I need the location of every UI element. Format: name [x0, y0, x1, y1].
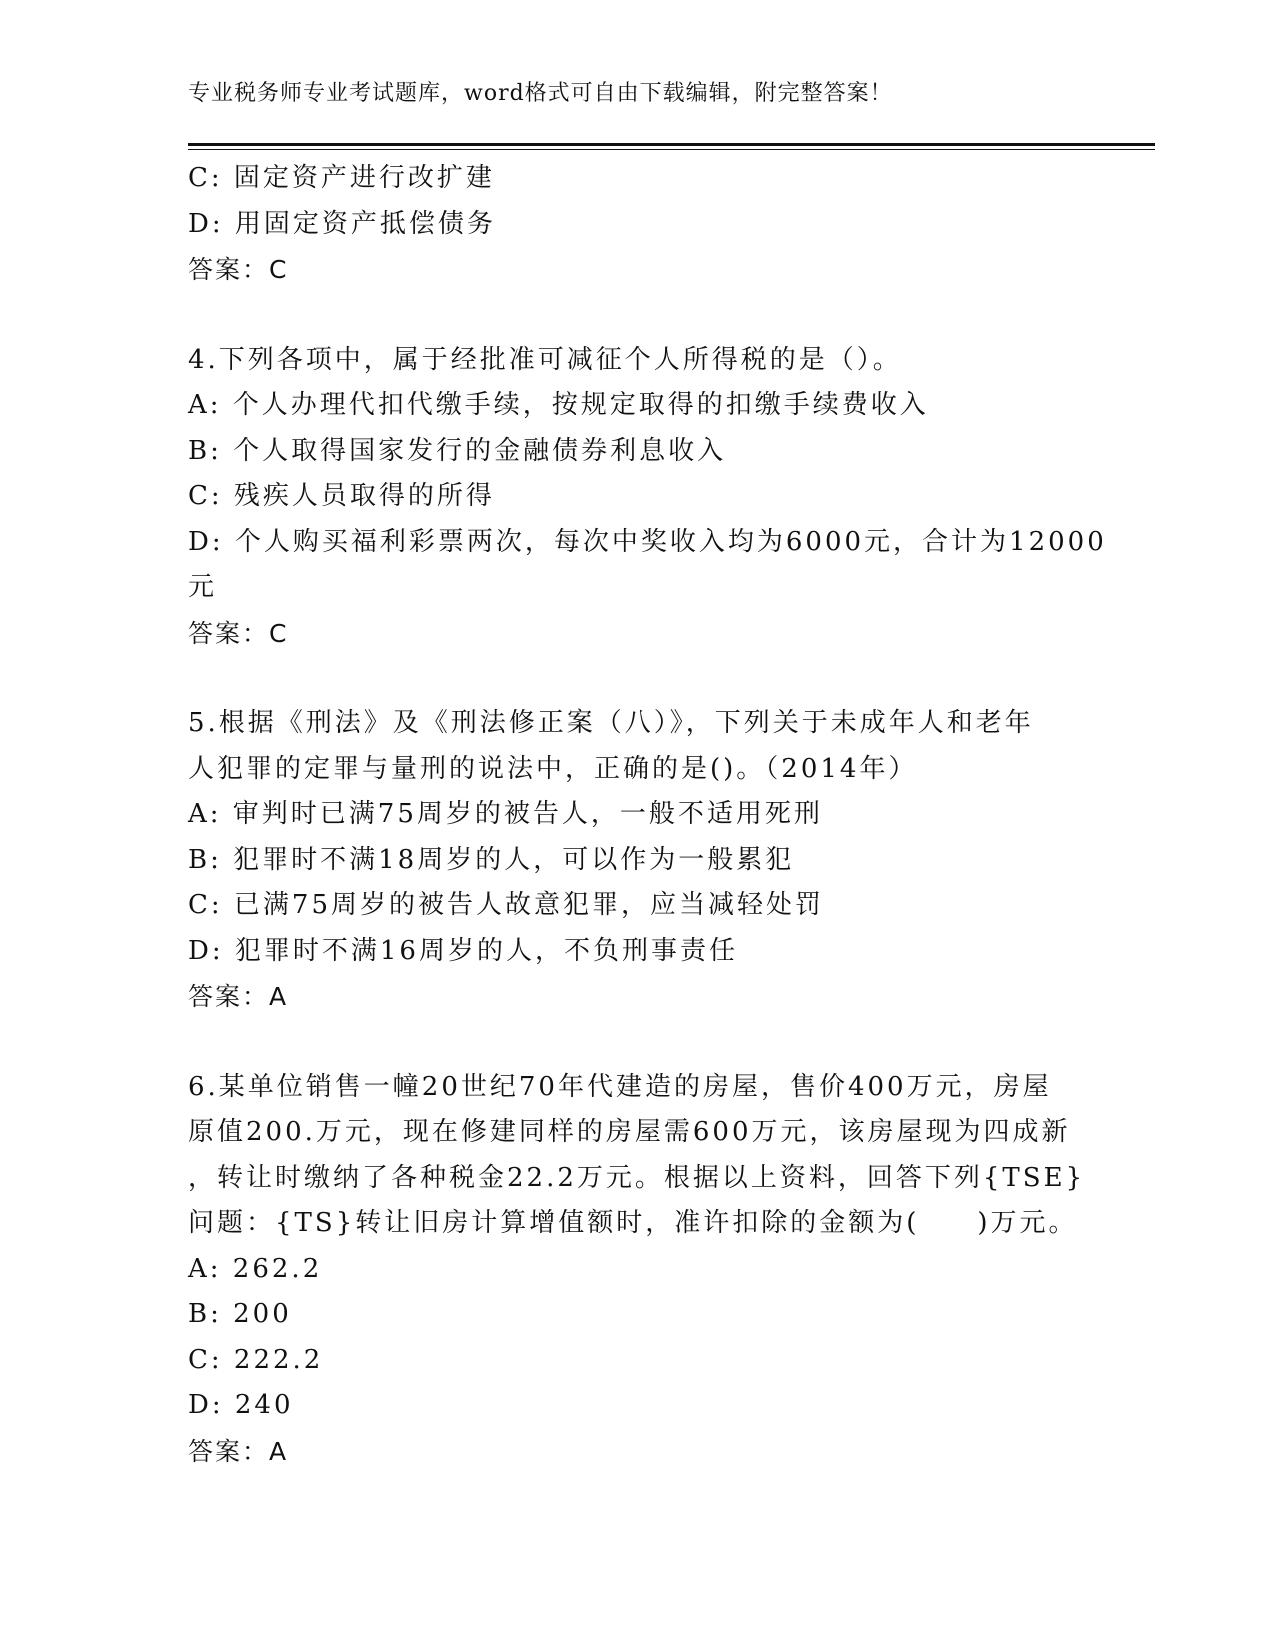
option-b: B: 犯罪时不满18周岁的人，可以作为一般累犯 [188, 844, 795, 875]
spacer [188, 293, 1088, 338]
question-stem-continued: 原值200.万元，现在修建同样的房屋需600万元，该房屋现为四成新 [188, 1117, 1071, 1147]
spacer [188, 1020, 1088, 1065]
option-d: D: 用固定资产抵偿债务 [188, 208, 496, 239]
question-stem-continued: 问题：{TS}转让旧房计算增值额时，准许扣除的金额为( )万元。 [188, 1208, 1078, 1238]
header-divider-thin [188, 149, 1155, 150]
header-divider-thick [188, 143, 1155, 146]
option-c: C: 已满75周岁的被告人故意犯罪，应当减轻处罚 [188, 890, 825, 920]
question-stem: 6.某单位销售一幢20世纪70年代建造的房屋，售价400万元，房屋 [188, 1071, 1052, 1102]
question-stem-continued: ，转让时缴纳了各种税金22.2万元。根据以上资料，回答下列{TSE} [188, 1162, 1086, 1193]
option-a: A: 审判时已满75周岁的被告人，一般不适用死刑 [188, 799, 823, 829]
question-stem: 5.根据《刑法》及《刑法修正案（八）》，下列关于未成年人和老年 [188, 708, 1034, 738]
question-4 [188, 338, 1107, 657]
option-d: D: 240 [188, 1390, 294, 1420]
answer: 答案：A [188, 1436, 289, 1466]
question-6 [188, 1065, 1088, 1475]
option-b: B: 个人取得国家发行的金融债券利息收入 [188, 435, 727, 466]
page-header: 专业税务师专业考试题库，word格式可自由下载编辑，附完整答案！ [188, 81, 893, 106]
option-a: A: 个人办理代扣代缴手续，按规定取得的扣缴手续费收入 [188, 390, 929, 420]
question-5 [188, 701, 1088, 1020]
option-d: D: 犯罪时不满16周岁的人，不负刑事责任 [188, 935, 738, 966]
answer: 答案：A [188, 982, 289, 1011]
option-c: C: 固定资产进行改扩建 [188, 163, 495, 193]
option-c: C: 222.2 [188, 1344, 324, 1375]
question-stem: 4.下列各项中，属于经批准可减征个人所得税的是（）。 [188, 344, 902, 375]
option-d: D: 个人购买福利彩票两次，每次中奖收入均为6000元，合计为12000 [188, 526, 1107, 557]
option-c: C: 残疾人员取得的所得 [188, 481, 495, 511]
answer: 答案：C [188, 618, 289, 648]
question-stem-continued: 人犯罪的定罪与量刑的说法中，正确的是()。（2014年） [188, 753, 918, 784]
question-3-tail [188, 156, 1088, 293]
option-b: B: 200 [188, 1299, 292, 1329]
option-d-continued: 元 [188, 572, 218, 602]
option-a: A: 262.2 [188, 1253, 323, 1284]
question-list [188, 156, 1107, 1474]
answer: 答案：C [188, 255, 289, 284]
spacer [188, 656, 1088, 701]
